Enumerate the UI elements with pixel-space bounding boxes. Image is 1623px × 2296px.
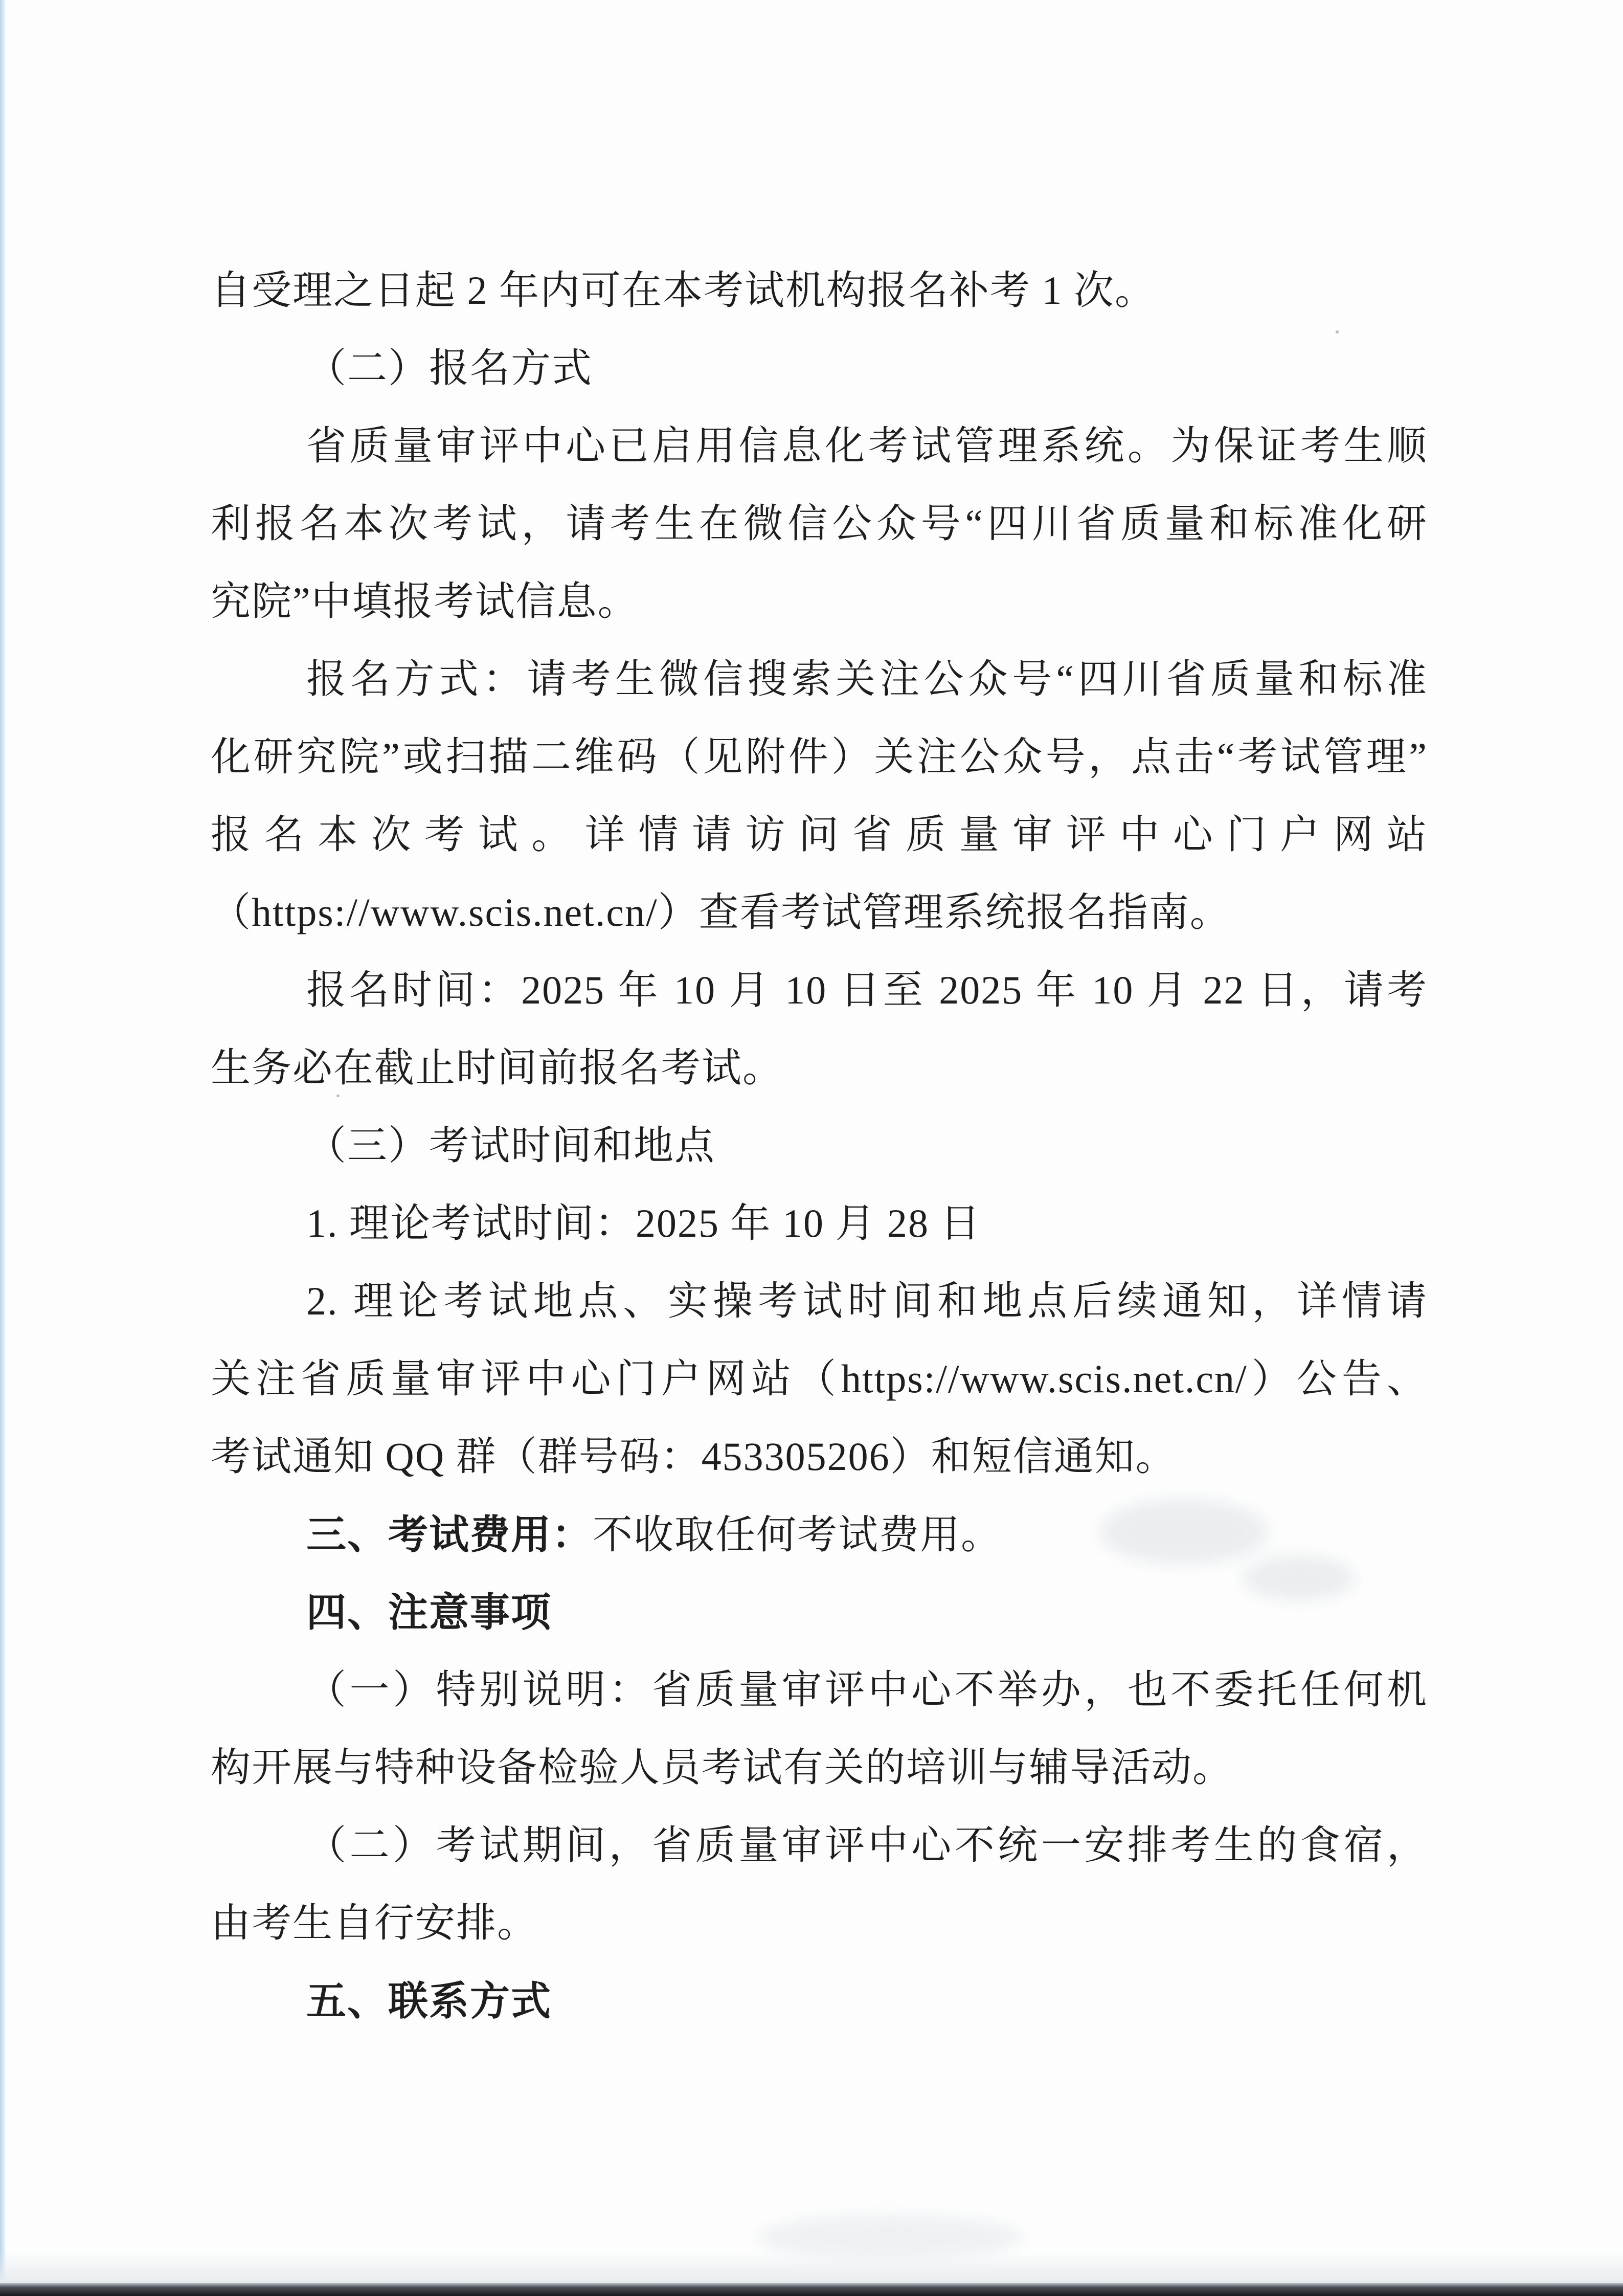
heading-exam-fee: 三、考试费用： bbox=[306, 1512, 593, 1557]
heading-exam-fee-line bbox=[211, 1496, 1428, 1573]
subheading-exam-time-location: （三）考试时间和地点 bbox=[306, 1123, 716, 1168]
heading-contact: 五、联系方式 bbox=[306, 1978, 552, 2023]
heading-notes: 四、注意事项 bbox=[306, 1590, 552, 1635]
list-item-theory-exam-time: 1. 理论考试时间：2025 年 10 月 28 日 bbox=[306, 1201, 981, 1245]
scan-bottom-haze bbox=[0, 2252, 1623, 2283]
list-item-exam-location-notice: 2. 理论考试地点、实操考试时间和地点后续通知，详情请 bbox=[306, 1279, 1428, 1323]
body-line-portal-url: （https://www.scis.net.cn/）查看考试管理系统报名指南。 bbox=[211, 890, 1231, 934]
body-line: 化研究院”或扫描二维码（见附件）关注公众号，点击“考试管理” bbox=[211, 734, 1428, 779]
body-line: 关注省质量审评中心门户网站（https://www.scis.net.cn/）公告、 bbox=[211, 1356, 1428, 1401]
scan-bottom-edge-artifact bbox=[0, 2283, 1623, 2296]
scan-left-edge-artifact bbox=[0, 0, 6, 2296]
subheading-registration-method: （二）报名方式 bbox=[306, 346, 593, 390]
body-line: 省质量审评中心已启用信息化考试管理系统。为保证考生顺 bbox=[306, 423, 1428, 468]
exam-fee-text: 不收取任何考试费用。 bbox=[593, 1512, 1002, 1557]
body-line: 报名方式：请考生微信搜索关注公众号“四川省质量和标准 bbox=[306, 657, 1428, 701]
body-line: 利报名本次考试，请考生在微信公众号“四川省质量和标准化研 bbox=[211, 501, 1428, 546]
body-line-qq-group: 考试通知 QQ 群（群号码：453305206）和短信通知。 bbox=[211, 1434, 1177, 1479]
body-line-continuation: 自受理之日起 2 年内可在本考试机构报名补考 1 次。 bbox=[211, 268, 1156, 313]
body-line: 报名本次考试。详情请访问省质量审评中心门户网站 bbox=[211, 812, 1428, 857]
body-line: 生务必在截止时间前报名考试。 bbox=[211, 1045, 784, 1090]
body-line-registration-period: 报名时间：2025 年 10 月 10 日至 2025 年 10 月 22 日，请考 bbox=[306, 968, 1428, 1012]
document-body bbox=[211, 252, 1428, 2040]
body-line: 由考生自行安排。 bbox=[211, 1901, 538, 1945]
body-line: 构开展与特种设备检验人员考试有关的培训与辅导活动。 bbox=[211, 1745, 1234, 1790]
body-line: （二）考试期间，省质量审评中心不统一安排考生的食宿， bbox=[306, 1823, 1428, 1867]
body-line: 究院”中填报考试信息。 bbox=[211, 579, 639, 623]
body-line: （一）特别说明：省质量审评中心不举办，也不委托任何机 bbox=[306, 1667, 1428, 1712]
